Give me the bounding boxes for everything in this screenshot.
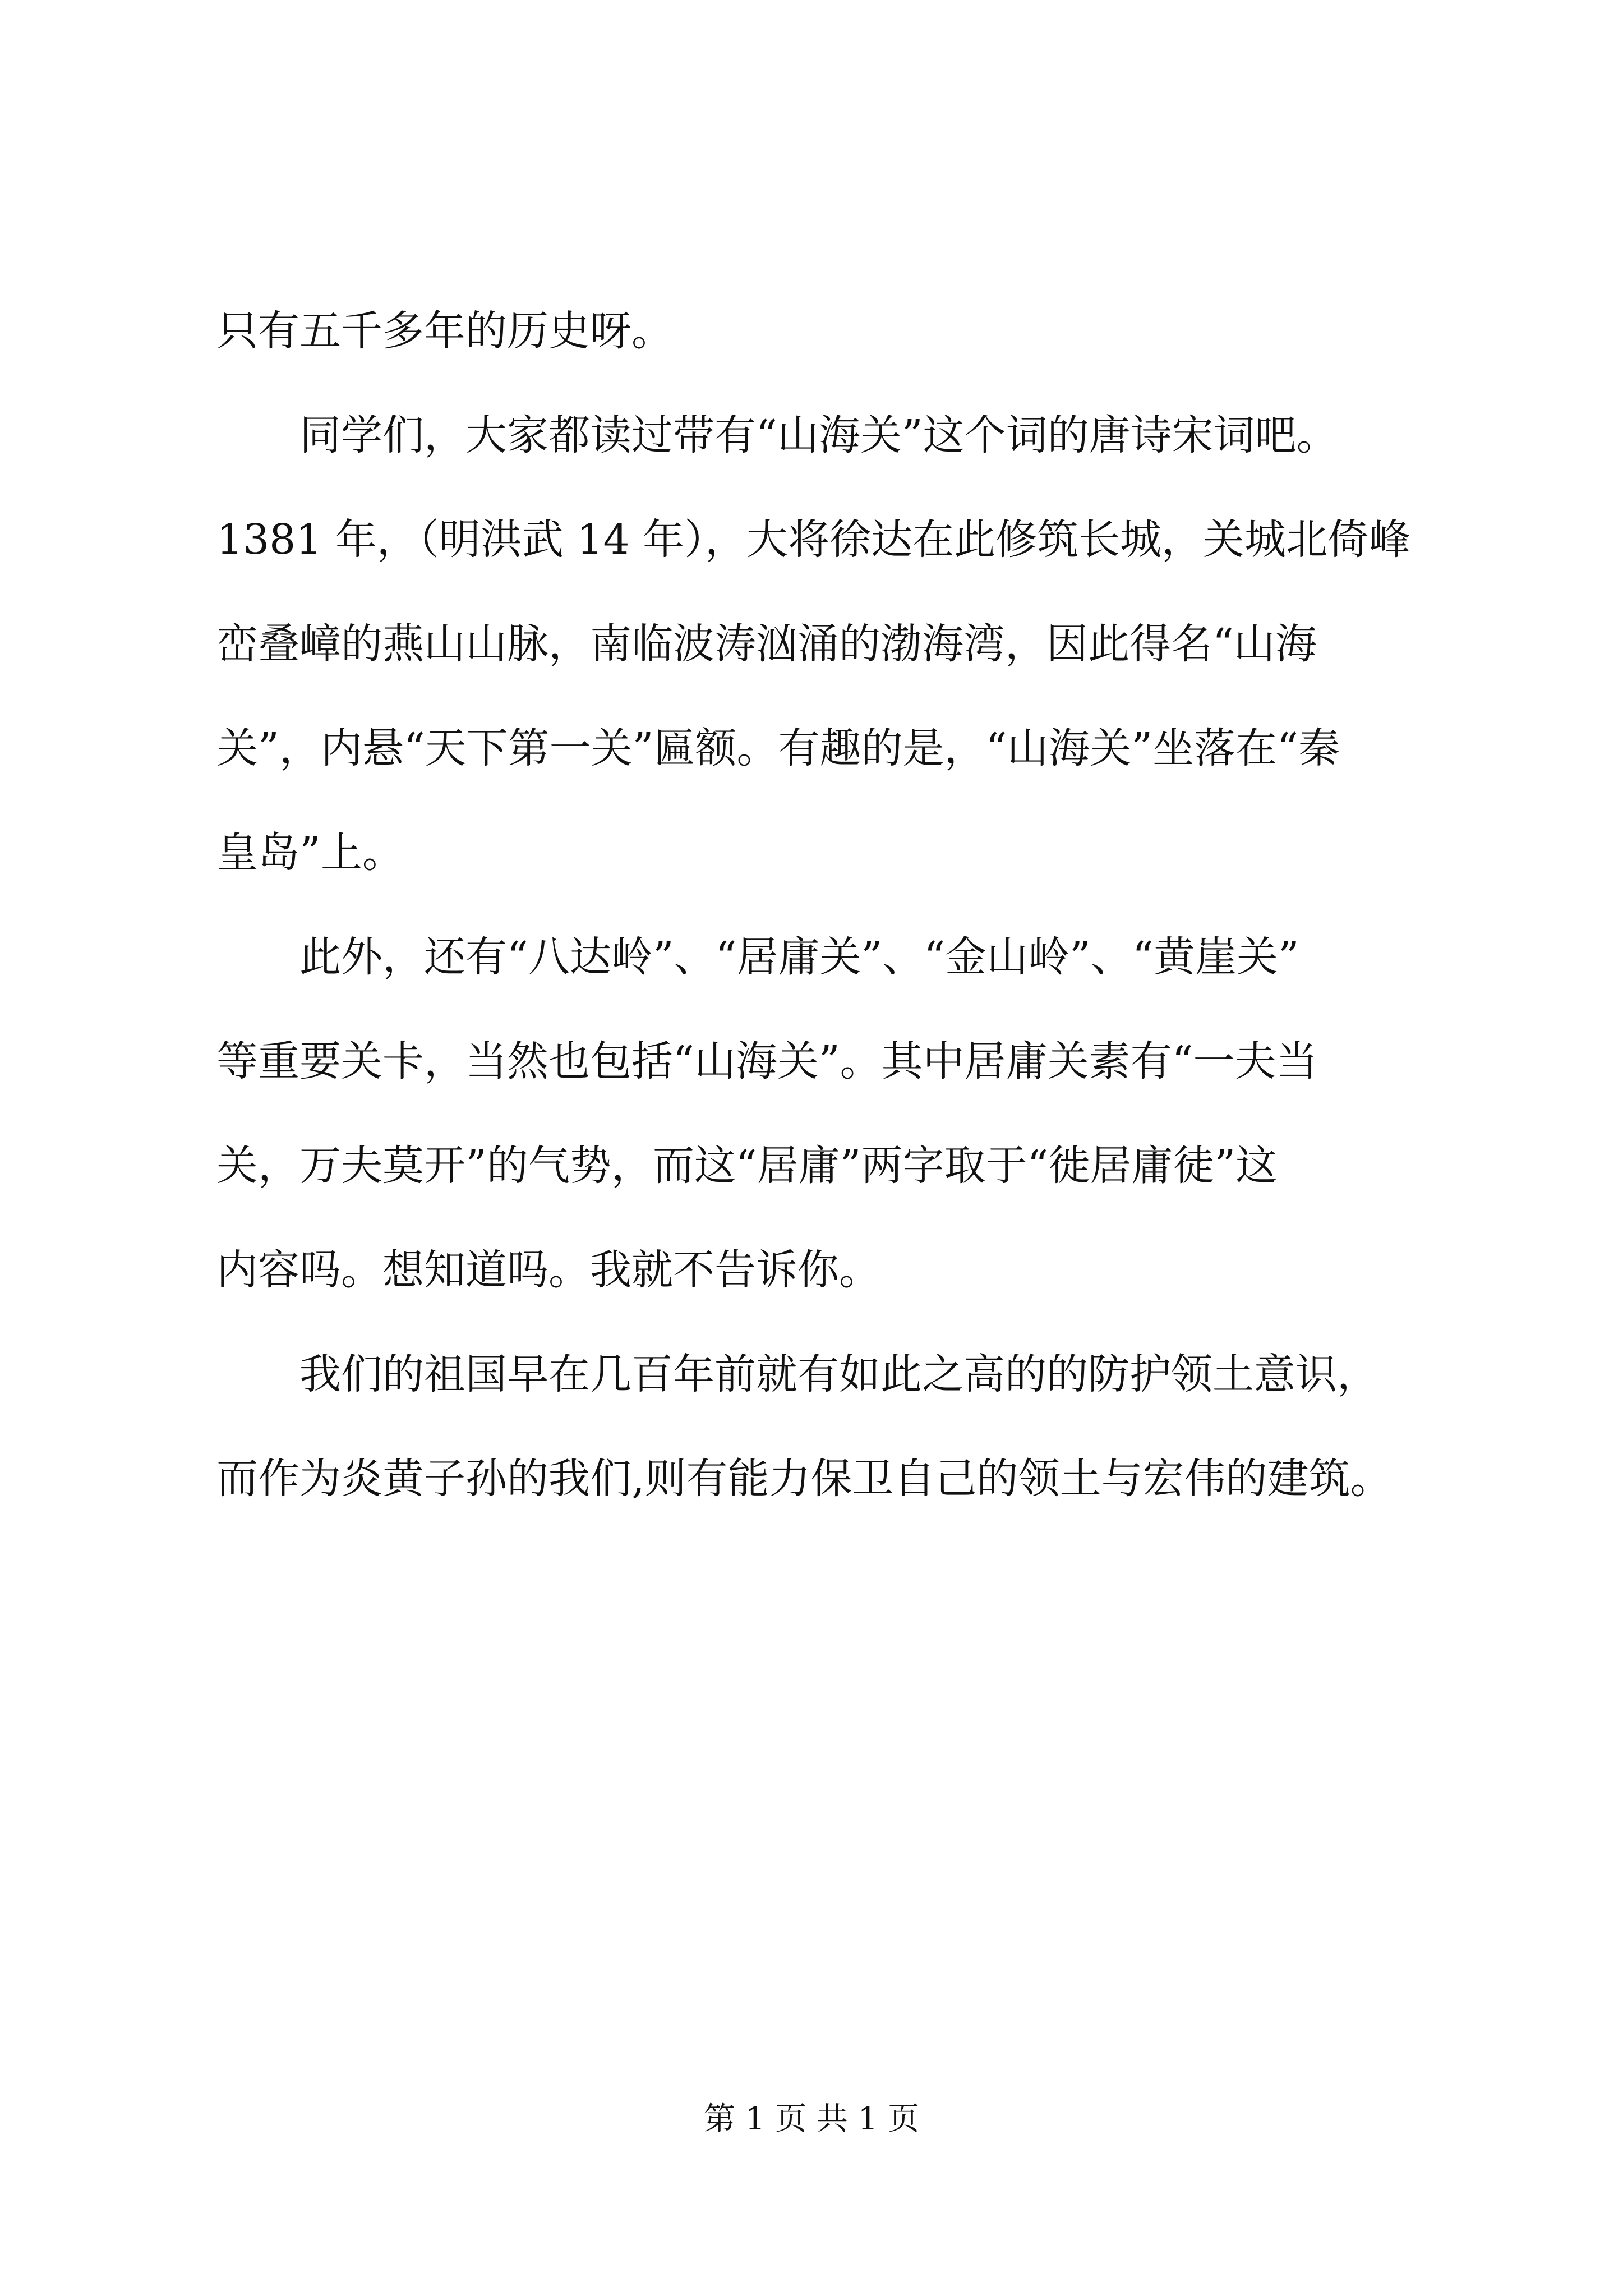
text-line: 内容吗。想知道吗。我就不告诉你。 xyxy=(216,1246,880,1294)
paragraph-first-line: 我们的祖国早在几百年前就有如此之高的的防护领土意识， xyxy=(299,1350,1378,1398)
text-line: 而作为炎黄子孙的我们,则有能力保卫自己的领土与宏伟的建筑。 xyxy=(216,1455,1392,1503)
text-line: 皇岛”上。 xyxy=(216,829,404,877)
text-line: 1381 年，（明洪武 14 年），大将徐达在此修筑长城，关城北倚峰 xyxy=(216,516,1411,564)
paragraph-first-line: 此外，还有“八达岭”、“居庸关”、“金山岭”、“黄崖关” xyxy=(299,933,1299,981)
text-line: 关，万夫莫开”的气势，而这“居庸”两字取于“徙居庸徒”这 xyxy=(216,1142,1278,1190)
text-line: 只有五千多年的历史呀。 xyxy=(216,307,673,355)
page-number-footer: 第 1 页 共 1 页 xyxy=(703,2101,920,2137)
text-line: 等重要关卡，当然也包括“山海关”。其中居庸关素有“一夫当 xyxy=(216,1037,1318,1085)
paragraph-first-line: 同学们，大家都读过带有“山海关”这个词的唐诗宋词吧。 xyxy=(299,411,1338,459)
text-line: 峦叠嶂的燕山山脉，南临波涛汹涌的渤海湾，因此得名“山海 xyxy=(216,620,1317,668)
text-line: 关”，内悬“天下第一关”匾额。有趣的是，“山海关”坐落在“秦 xyxy=(216,724,1340,772)
